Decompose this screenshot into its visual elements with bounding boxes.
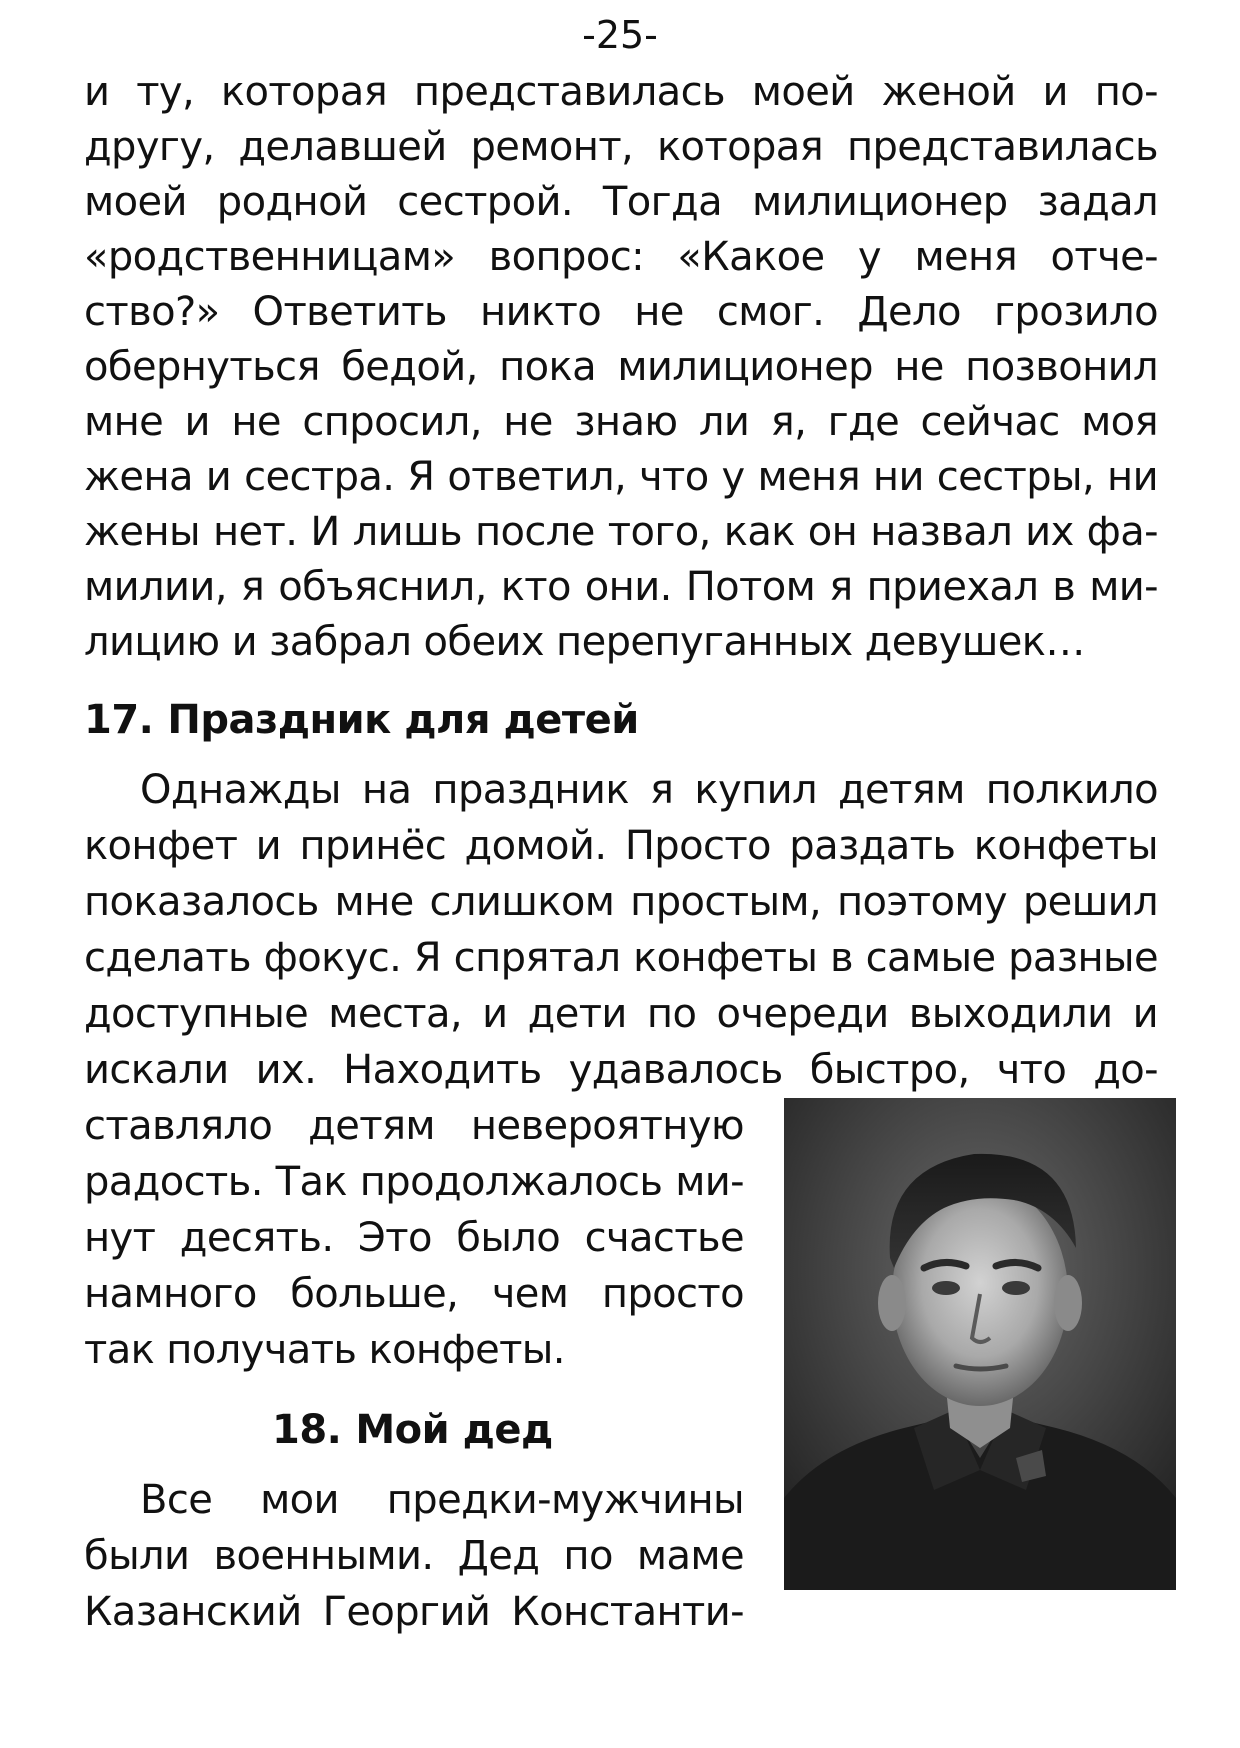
- text-line: доступные места, и дети по очереди выходили и: [84, 991, 1158, 1037]
- text-line: другу, делавшей ремонт, которая представилась: [84, 124, 1158, 170]
- text-line: ство?» Ответить никто не смог. Дело грозило: [84, 289, 1158, 335]
- text-line: милии, я объяснил, кто они. Потом я приехал в ми-: [84, 564, 1158, 610]
- text-line: сделать фокус. Я спрятал конфеты в самые разные: [84, 935, 1158, 981]
- text-line: «родственницам» вопрос: «Какое у меня отче-: [84, 234, 1158, 280]
- text-line: Однажды на праздник я купил детям полкило: [140, 767, 1158, 813]
- text-line: мне и не спросил, не знаю ли я, где сейчас моя: [84, 399, 1158, 445]
- portrait-photo: [784, 1098, 1176, 1590]
- text-line: конфет и принёс домой. Просто раздать конфеты: [84, 823, 1158, 869]
- text-line: жены нет. И лишь после того, как он назвал их фа-: [84, 509, 1158, 555]
- section-18-heading: [272, 1402, 553, 1458]
- section-number: 17.: [84, 697, 154, 743]
- section-title: Мой дед: [355, 1407, 553, 1453]
- section-number: 18.: [272, 1407, 342, 1453]
- section-title: Праздник для детей: [167, 697, 639, 743]
- portrait-illustration: [784, 1098, 1176, 1590]
- text-line: Все мои предки-мужчины: [140, 1477, 744, 1523]
- text-line: показалось мне слишком простым, поэтому решил: [84, 879, 1158, 925]
- text-line: лицию и забрал обеих перепуганных девушек…: [84, 619, 1085, 665]
- text-line: обернуться бедой, пока милиционер не позвонил: [84, 344, 1158, 390]
- text-line: нут десять. Это было счастье: [84, 1215, 744, 1261]
- text-line: радость. Так продолжалось ми-: [84, 1159, 744, 1205]
- text-line: ставляло детям невероятную: [84, 1103, 744, 1149]
- page-number: -25-: [582, 13, 658, 57]
- text-line: намного больше, чем просто: [84, 1271, 744, 1317]
- text-line: Казанский Георгий Константи-: [84, 1589, 744, 1635]
- text-line: так получать конфеты.: [84, 1327, 565, 1373]
- section-17-heading: [84, 692, 639, 748]
- text-line: и ту, которая представилась моей женой и по-: [84, 69, 1158, 115]
- text-line: моей родной сестрой. Тогда милиционер задал: [84, 179, 1158, 225]
- text-line: были военными. Дед по маме: [84, 1533, 744, 1579]
- text-line: искали их. Находить удавалось быстро, что до-: [84, 1047, 1158, 1093]
- text-line: жена и сестра. Я ответил, что у меня ни сестры, ни: [84, 454, 1158, 500]
